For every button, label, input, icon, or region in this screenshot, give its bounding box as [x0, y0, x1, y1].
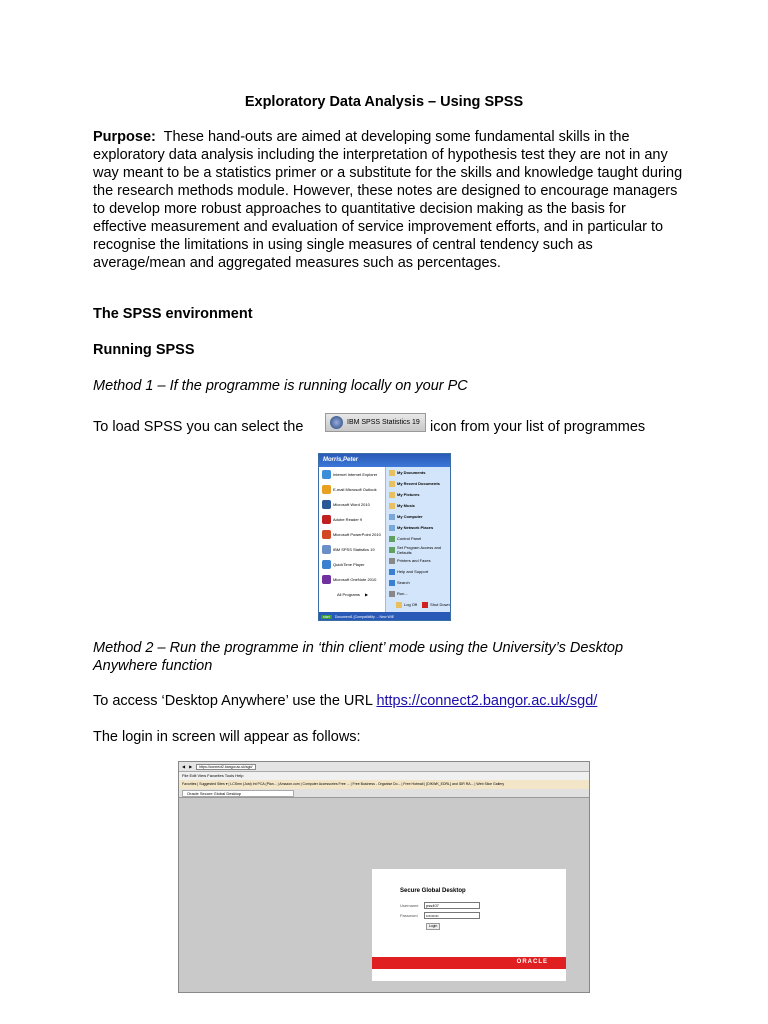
- start-menu-item[interactable]: Adobe Reader 9: [319, 512, 385, 527]
- help-icon: [389, 569, 395, 575]
- start-menu-place[interactable]: Search: [386, 577, 451, 588]
- start-menu-place[interactable]: Help and Support: [386, 566, 451, 577]
- all-programs-item[interactable]: All Programs ▶: [337, 592, 369, 597]
- internet-explorer-icon: [322, 470, 331, 479]
- username-label: Username: [400, 903, 419, 908]
- start-menu-left-panel: [319, 467, 385, 612]
- start-menu-item[interactable]: Microsoft PowerPoint 2010: [319, 527, 385, 542]
- start-menu-place[interactable]: My Network Places: [386, 522, 451, 533]
- browser-address-bar: [179, 762, 589, 772]
- browser-tab-bar: [179, 789, 589, 798]
- start-menu-right-panel: [385, 467, 451, 612]
- start-menu-user: Morris,Peter: [319, 454, 450, 467]
- start-menu-place[interactable]: Control Panel: [386, 533, 451, 544]
- start-menu-screenshot: [318, 453, 451, 621]
- purpose-paragraph: [93, 128, 683, 272]
- password-field[interactable]: •••••••••: [424, 912, 480, 919]
- powerpoint-icon: [322, 530, 331, 539]
- login-screenshot: [178, 761, 590, 993]
- purpose-text: These hand-outs are aimed at developing some fundamental skills in the exploratory data analysis including the interpretation of hypothesis test they are not in any way meant to be a statistics primer or a substitute for the skills and knowledge taught during the research methods module. However, these notes are designed to encourage managers to develop more robust approaches to quantitative decision making as the basis for effective measurement and evaluation of service improvement efforts, and in particular to recognise the limitations in using single measures of central tendency such as average/mean and aggregated measures such as percentages.: [93, 129, 683, 271]
- heading-running-spss: Running SPSS: [93, 342, 195, 358]
- start-menu-item[interactable]: IBM SPSS Statistics 19: [319, 542, 385, 557]
- printer-icon: [389, 558, 395, 564]
- heading-spss-environment: The SPSS environment: [93, 306, 253, 322]
- start-menu-place[interactable]: Set Program Access and Defaults: [386, 544, 451, 555]
- method1-heading: Method 1 – If the programme is running locally on your PC: [93, 378, 468, 394]
- arrow-right-icon: ▶: [365, 592, 369, 597]
- adobe-reader-icon: [322, 515, 331, 524]
- start-button[interactable]: start: [323, 615, 330, 619]
- method2-line1: Method 2 – Run the programme in ‘thin client’ mode using the University’s Desktop: [93, 640, 624, 656]
- folder-icon: [389, 481, 395, 487]
- defaults-icon: [389, 547, 395, 553]
- start-menu-item[interactable]: Microsoft Word 2010: [319, 497, 385, 512]
- outlook-icon: [322, 485, 331, 494]
- document-title: Exploratory Data Analysis – Using SPSS: [244, 94, 524, 110]
- method2-line2: Anywhere function: [93, 658, 213, 674]
- back-icon[interactable]: ◀: [182, 764, 186, 769]
- start-menu-place[interactable]: My Recent Documents: [386, 478, 451, 489]
- access-text: To access ‘Desktop Anywhere’ use the URL: [93, 693, 373, 709]
- start-menu-item[interactable]: E-mail Microsoft Outlook: [319, 482, 385, 497]
- method1-text-after: icon from your list of programmes: [430, 419, 646, 435]
- login-dialog-title: Secure Global Desktop: [400, 888, 466, 894]
- logoff-icon[interactable]: [396, 602, 402, 608]
- onenote-icon: [322, 575, 331, 584]
- start-menu-item[interactable]: Internet Internet Explorer: [319, 467, 385, 482]
- username-field[interactable]: pss407: [424, 902, 480, 909]
- login-button[interactable]: Login: [426, 923, 440, 930]
- network-icon: [389, 525, 395, 531]
- spss-program-icon[interactable]: [325, 413, 426, 432]
- start-menu-power-row: Log Off Shut Down: [386, 599, 451, 610]
- spss-icon: [322, 545, 331, 554]
- start-menu-place[interactable]: My Pictures: [386, 489, 451, 500]
- method1-text-before: To load SPSS you can select the: [93, 419, 304, 435]
- folder-icon: [389, 492, 395, 498]
- spss-icon-label: IBM SPSS Statistics 19: [347, 419, 420, 426]
- oracle-logo: ORACLE: [516, 959, 548, 965]
- password-label: Password: [400, 913, 418, 918]
- quicktime-icon: [322, 560, 331, 569]
- purpose-label: Purpose:: [93, 129, 156, 145]
- search-icon: [389, 580, 395, 586]
- login-dialog: [372, 869, 566, 981]
- start-menu-item[interactable]: Microsoft OneNote 2010: [319, 572, 385, 587]
- forward-icon[interactable]: ▶: [189, 764, 193, 769]
- computer-icon: [389, 514, 395, 520]
- spss-logo-icon: [330, 416, 343, 429]
- start-menu-item[interactable]: QuickTime Player: [319, 557, 385, 572]
- method2-heading: [93, 639, 693, 675]
- browser-url-field[interactable]: https://connect2.bangor.ac.uk/sgd/: [196, 764, 256, 770]
- access-paragraph: [93, 693, 597, 709]
- start-menu-place[interactable]: Run...: [386, 588, 451, 599]
- browser-favorites-bar: Favorites | Suggested Sites ▾ | LCSmn (Just) Int PCA (Plan... | Amazon.com | Computer Accessories Free ... | Free Business - Organise Do... | Free Hotmail | [DIKWK_EDRL] and IDR RA... | Web Slice Gallery: [179, 780, 589, 789]
- start-menu-place[interactable]: My Documents: [386, 467, 451, 478]
- shutdown-icon[interactable]: [422, 602, 428, 608]
- folder-icon: [389, 470, 395, 476]
- word-icon: [322, 500, 331, 509]
- desktop-anywhere-link[interactable]: https://connect2.bangor.ac.uk/sgd/: [376, 693, 598, 709]
- taskbar: start Document1 [Compatibility ... New WIE: [319, 612, 451, 621]
- login-intro: The login in screen will appear as follows:: [93, 729, 361, 745]
- folder-icon: [389, 503, 395, 509]
- start-menu-place[interactable]: My Computer: [386, 511, 451, 522]
- browser-tab[interactable]: Oracle Secure Global Desktop: [182, 790, 294, 797]
- browser-menu-bar: File Edit View Favorites Tools Help: [179, 772, 589, 780]
- control-panel-icon: [389, 536, 395, 542]
- run-icon: [389, 591, 395, 597]
- start-menu-place[interactable]: Printers and Faxes: [386, 555, 451, 566]
- start-menu-place[interactable]: My Music: [386, 500, 451, 511]
